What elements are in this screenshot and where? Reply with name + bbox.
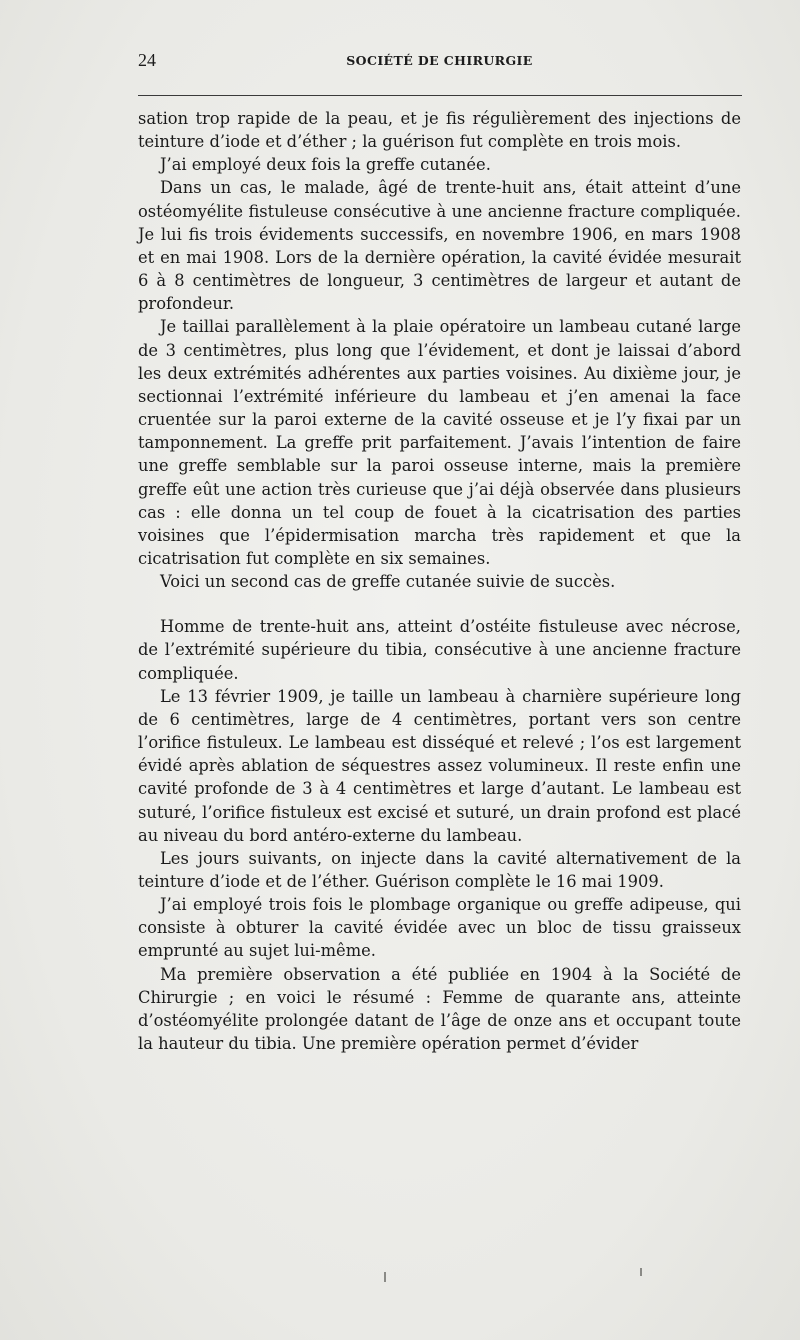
paragraph: J’ai employé deux fois la greffe cutanée. [160, 155, 491, 175]
paragraph: Voici un second cas de greffe cutanée suivie de succès. [160, 572, 616, 592]
paragraph: sation trop rapide de la peau, et je fis régulièrement des injections de teinture d’iode et d’éther ; la guérison fut complète en trois mois. [138, 109, 741, 152]
paragraph: Dans un cas, le malade, âgé de trente-huit ans, était atteint d’une ostéomyélite fistuleuse consécutive à une ancienne fracture compliquée. Je lui fis trois évidements successifs, en novembre 1906, en mars 1908 et en mai 1908. Lors de la dernière opération, la cavité évidée mesurait 6 à 8 centimètres de longueur, 3 centimètres de largeur et autant de profondeur. [138, 178, 741, 314]
scan-mark [640, 1268, 642, 1276]
paragraph: Ma première observation a été publiée en 1904 à la Société de Chirurgie ; en voici le résumé : Femme de quarante ans, atteinte d’ostéomyélite prolongée datant de l’âge de onze ans et occupant toute la hauteur du tibia. Une première opération permet d’évider [138, 964, 741, 1054]
running-title: SOCIÉTÉ DE CHIRURGIE [346, 53, 533, 68]
header-rule [138, 95, 742, 96]
paragraph: Le 13 février 1909, je taille un lambeau à charnière supérieure long de 6 centimètres, large de 4 centimètres, portant vers son centre l’orifice fistuleux. Le lambeau est disséqué et relevé ; l’os est largement évidé après ablation de séquestres assez volumineux. Il reste enfin une cavité profonde de 3 à 4 centimètres et large d’autant. Le lambeau est suturé, l’orifice fistuleux est excisé et suturé, un drain profond est placé au niveau du bord antéro-externe du lambeau. [138, 686, 741, 845]
page-number: 24 [138, 50, 156, 70]
paragraph: Homme de trente-huit ans, atteint d’ostéite fistuleuse avec nécrose, de l’extrémité supérieure du tibia, consécutive à une ancienne fracture compliquée. [138, 617, 741, 683]
paragraph: Je taillai parallèlement à la plaie opératoire un lambeau cutané large de 3 centimètres, plus long que l’évidement, et dont je laissai d’abord les deux extrémités adhérentes aux parties voisines. Au dixième jour, je sectionnai l’extrémité inférieure du lambeau et j’en amenai la face cruentée sur la paroi externe de la cavité osseuse et je l’y fixai par un tamponnement. La greffe prit parfaitement. J’avais l’intention de faire une greffe semblable sur la paroi osseuse interne, mais la première greffe eût une action très curieuse que j’ai déjà observée dans plusieurs cas : elle donna un tel coup de fouet à la cicatrisation des parties voisines que l’épidermisation marcha très rapidement et que la cicatrisation fut complète en six semaines. [138, 317, 741, 568]
page-header [138, 50, 741, 74]
body-text [138, 107, 741, 1055]
paragraph: J’ai employé trois fois le plombage organique ou greffe adipeuse, qui consiste à obturer la cavité évidée avec un bloc de tissu graisseux emprunté au sujet lui-même. [138, 895, 741, 961]
section-gap [138, 593, 741, 615]
paragraph: Les jours suivants, on injecte dans la cavité alternativement de la teinture d’iode et de l’éther. Guérison complète le 16 mai 1909. [138, 848, 741, 891]
scan-mark [384, 1272, 386, 1282]
